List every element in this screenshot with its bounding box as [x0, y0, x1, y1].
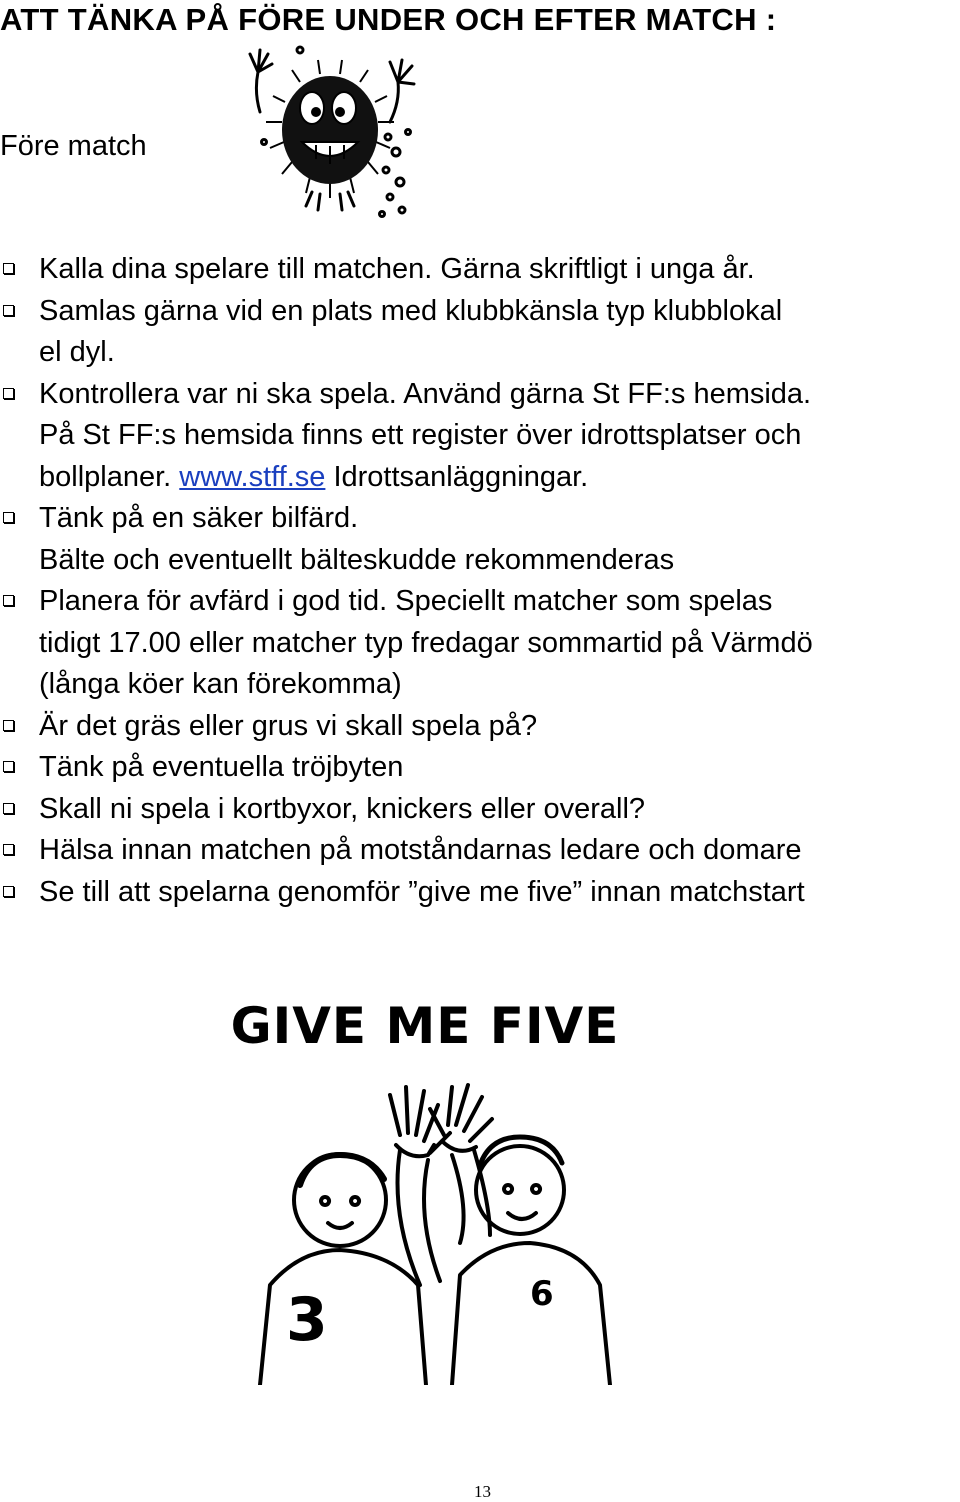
checkbox-bullet-icon — [3, 886, 14, 897]
checkbox-bullet-icon — [3, 803, 14, 814]
list-item: Se till att spelarna genomför ”give me five” innan matchstart — [0, 872, 960, 914]
checkbox-bullet-icon — [3, 595, 14, 606]
checkbox-bullet-icon — [3, 263, 14, 274]
list-item: Är det gräs eller grus vi skall spela på? — [0, 706, 960, 748]
stff-website-link[interactable]: www.stff.se — [179, 460, 326, 493]
give-me-five-caption: GIVE ME FIVE — [230, 997, 620, 1055]
list-item: Tänk på en säker bilfärd. Bälte och eventuellt bälteskudde rekommenderas — [0, 498, 960, 581]
page-number: 13 — [474, 1482, 491, 1501]
section-heading: Före match — [0, 130, 147, 162]
checkbox-bullet-icon — [3, 844, 14, 855]
checkbox-bullet-icon — [3, 720, 14, 731]
list-item: Planera för avfärd i god tid. Speciellt matcher som spelas tidigt 17.00 eller matcher typ fredagar sommartid på Värmdö (långa köer kan förekomma) — [0, 581, 960, 706]
give-me-five-illustration — [190, 985, 660, 1385]
list-item: Skall ni spela i kortbyxor, knickers eller overall? — [0, 789, 960, 831]
list-item: Hälsa innan matchen på motståndarnas ledare och domare — [0, 830, 960, 872]
checkbox-bullet-icon — [3, 305, 14, 316]
fuzzy-monster-illustration — [240, 42, 420, 222]
jersey-number-left: 3 — [286, 1285, 328, 1355]
page-title: ATT TÄNKA PÅ FÖRE UNDER OCH EFTER MATCH : — [0, 2, 777, 37]
checkbox-bullet-icon — [3, 761, 14, 772]
list-item: Tänk på eventuella tröjbyten — [0, 747, 960, 789]
list-item: Kontrollera var ni ska spela. Använd gärna St FF:s hemsida. På St FF:s hemsida finns ett register över idrottsplatser och bollplaner. www.stff.se Idrottsanläggningar. — [0, 374, 960, 499]
checkbox-bullet-icon — [3, 388, 14, 399]
list-item: Kalla dina spelare till matchen. Gärna skriftligt i unga år. — [0, 249, 960, 291]
checklist — [0, 249, 960, 913]
jersey-number-right: 6 — [530, 1274, 554, 1314]
checkbox-bullet-icon — [3, 512, 14, 523]
list-item: Samlas gärna vid en plats med klubbkänsla typ klubblokal el dyl. — [0, 291, 960, 374]
